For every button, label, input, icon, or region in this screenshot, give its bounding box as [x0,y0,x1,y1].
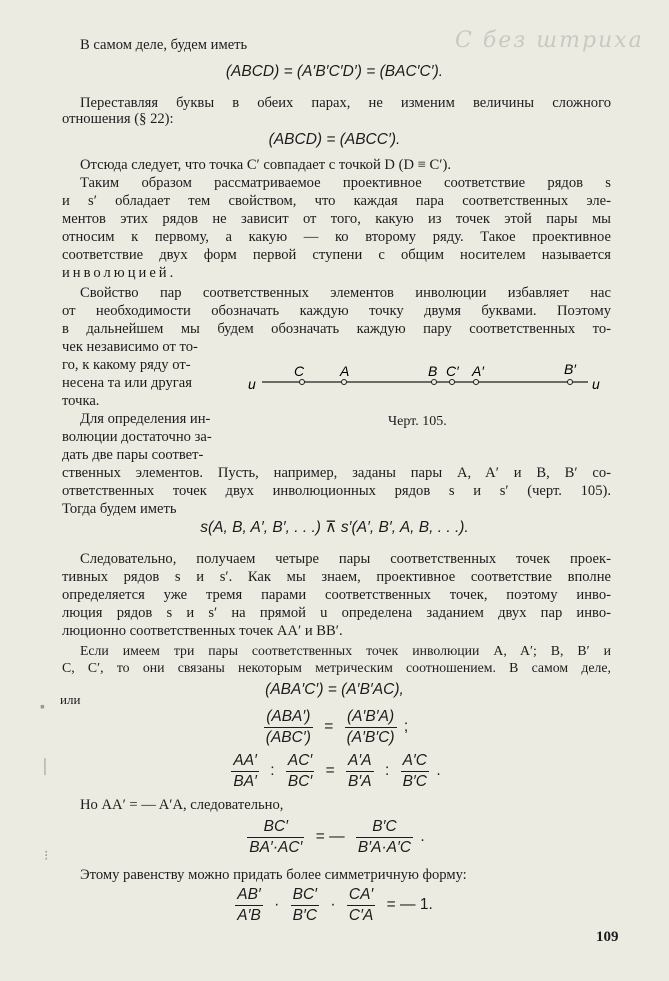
label-c: C [294,363,305,379]
para9-line1: Этому равенству можно придать более симметричную форму: [80,867,467,883]
para5-line3: в дальнейшем мы будем обозначать каждую пару соответственных то- [62,321,611,337]
para5-line13: Тогда будем иметь [62,501,177,517]
para6-line3: определяется уже тремя парами соответственных точек, поэтому инво- [62,587,611,603]
point-c-prime [450,380,455,385]
label-u-right: u [592,376,600,392]
figure-caption: Черт. 105. [388,414,447,429]
equation-1: (ABCD) = (A′B′C′D′) = (BAC′C′). [225,63,444,80]
para6-line1: Следовательно, получаем четыре пары соответственных точек проек- [80,551,611,567]
equation-5: $\frac{\text{(ABA′)}}{\text{(ABC′)}}$ = $\frac{(A'B'A)}{(A'B'C)}$ ; [265,708,409,746]
para5-line1: Свойство пар соответственных элементов инволюции избавляет нас [80,285,611,301]
point-a [342,380,347,385]
label-a: A [340,363,350,379]
label-c-prime: C′ [446,363,459,379]
margin-mark: ▪ [40,700,45,715]
para4-line3: ментов этих рядов не зависит от того, какую из точек этой пары мы [62,211,611,227]
para4-line5: соответствие двух форм первой ступени с общим носителем называется [62,247,611,263]
eq5-frac2: $\frac{(A'B'A)}{(A'B'C)}$ [346,708,395,746]
para6-line5: люционно соответственных точек AA′ и BB′. [62,623,343,639]
para5-line7: точка. [62,393,100,409]
para5-line5: го, к какому ряду от- [62,357,191,373]
para4-line4: относим к первому, а какую — ко второму ряду. Такое проективное [62,229,611,245]
handwritten-annotation: С без штриха [455,28,644,53]
equation-2: (ABCD) = (ABCC′). [268,131,401,148]
margin-mark: ⁝ [44,849,49,864]
point-b-prime [568,380,573,385]
para4-line1: Таким образом рассматриваемое проективное соответствие рядов s [80,175,611,191]
para5-line12: ответственных точек двух инволюционных рядов s и s′ (черт. 105). [62,483,611,499]
para5-line2: от необходимости обозначать каждую точку двумя буквами. Поэтому [62,303,611,319]
equation-3: s(A, B, A′, B′, . . .) ⊼ s′(A′, B′, A, B, . . .). [200,519,469,536]
para2-line1: Переставляя буквы в обеих парах, не изменим величины сложного [80,95,611,111]
para1-line1: В самом деле, будем иметь [80,37,248,53]
eq5-frac1: $\frac{\text{(ABA′)}}{\text{(ABC′)}}$ [265,708,311,746]
para3-line1: Отсюда следует, что точка C′ совпадает с точкой D (D ≡ C′). [80,157,451,173]
word-ili: или [60,692,81,707]
para7-line2: C, C′, то они связаны некоторым метрическим соотношением. В самом деле, [62,660,611,675]
figure-105 [248,356,608,396]
label-a-prime: A′ [472,363,484,379]
para5-line9: волюции достаточно за- [62,429,212,445]
para2-line2: отношения (§ 22): [62,111,174,127]
point-c [300,380,305,385]
point-a-prime [474,380,479,385]
para5-line8: Для определения ин- [80,411,211,427]
point-b [432,380,437,385]
para8-line1: Но AA′ = — A′A, следовательно, [80,797,284,813]
para5-line11: ственных элементов. Пусть, например, заданы пары A, A′ и B, B′ со- [62,465,611,481]
para4-line6: инволюцией. [62,265,177,281]
equation-8: $\frac{AB'}{A'B}$ · $\frac{BC'}{B'C}$ · $\frac{CA'}{C'A}$ = — 1. [237,886,433,924]
label-u-left: u [248,376,256,392]
para5-line10: дать две пары соответ- [62,447,204,463]
equation-7: $\frac{BC'}{BA'\cdot AC'}$ = — $\frac{B'C}{B'A\cdot A'C}$ . [249,818,425,856]
para5-line4: чек независимо от то- [62,339,198,355]
para7-line1: Если имеем три пары соответственных точек инволюции A, A′; B, B′ и [80,643,611,658]
margin-mark: │ [40,760,50,775]
para4-line2: и s′ обладает тем свойством, что каждая пара соответственных эле- [62,193,611,209]
equation-6: $\frac{AA'}{BA'}$ : $\frac{AC'}{BC'}$ = $\frac{A'A}{B'A}$ : $\frac{A'C}{B'C}$ . [233,752,441,790]
para6-line2: тивных рядов s и s′. Как мы знаем, проективное соответствие вполне [62,569,611,585]
para5-line6: несена та или другая [62,375,192,391]
equation-4: (ABA′C′) = (A′B′AC), [265,681,404,698]
para6-line4: люция рядов s и s′ на прямой u определена заданием двух пар инво- [62,605,611,621]
label-b-prime: B′ [564,361,576,377]
label-b: B [428,363,438,379]
page-number: 109 [596,929,619,945]
